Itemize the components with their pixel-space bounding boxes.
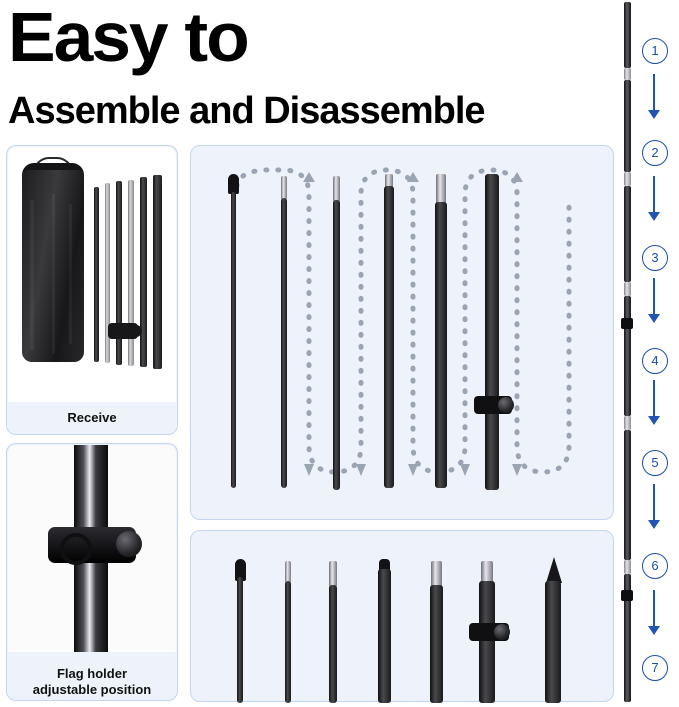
sequence-rod [624,80,631,172]
step-arrow-head [648,520,660,529]
flag-holder-clamp-icon [621,590,633,601]
pole-segment [435,202,447,488]
step-number-6: 6 [642,553,668,579]
receive-panel [6,145,178,435]
assembly-sequence-panel [190,145,614,520]
part-segment [378,569,391,703]
pole-tip-icon [228,174,239,194]
sequence-rod [624,2,631,68]
step-arrow-head [648,212,660,221]
storage-bag-icon [22,170,84,362]
step-arrow [653,278,655,316]
sequence-rod [624,416,631,430]
part-segment [285,581,291,703]
step-arrow [653,484,655,522]
rod-segment [153,175,162,369]
step-arrow-head [648,416,660,425]
step-arrow-head [648,110,660,119]
part-ferrule [329,561,337,587]
rod-segment [140,177,147,367]
part-segment [329,585,337,703]
step-arrow [653,176,655,214]
sequence-rod [624,172,631,186]
sequence-rod [624,68,631,80]
flag-holder-photo [8,445,176,652]
ground-spike-icon [546,557,562,583]
sequence-rod [624,430,631,560]
step-arrow-head [648,626,660,635]
clamp-knob-icon [116,531,142,557]
clamp-knob-icon [498,397,514,413]
part-segment [545,581,561,703]
sequence-rod [624,282,631,296]
step-arrow [653,74,655,112]
part-segment [237,577,243,703]
part-ferrule [431,561,442,587]
page-subtitle: Assemble and Disassemble [8,90,485,132]
sequence-rod [624,186,631,282]
step-number-3: 3 [642,245,668,271]
pole-segment [384,186,394,488]
sequence-rod [624,296,631,416]
part-segment [479,581,495,703]
flag-holder-caption [7,666,177,699]
pole-ferrule [436,174,446,204]
step-arrow-head [648,314,660,323]
pole-segment [333,200,340,490]
pole-ferrule [281,176,287,200]
step-number-5: 5 [642,450,668,476]
step-arrow [653,590,655,628]
step-number-1: 1 [642,38,668,64]
storage-bag-photo [8,147,176,402]
flag-holder-clamp-icon [621,318,633,329]
flag-holder-caption-line1: Flag holder [56,665,128,681]
step-number-4: 4 [642,348,668,374]
rod-segment [94,187,99,362]
part-segment [430,585,443,703]
flag-holder-caption-line2: adjustable position [32,681,152,697]
sequence-rod [624,560,631,574]
step-number-7: 7 [642,655,668,681]
pole-segment [485,174,499,490]
assembly-step-sequence [622,0,679,707]
flag-holder-panel [6,443,178,701]
pole-segment [281,198,287,488]
pole-segment [231,192,236,488]
receive-caption: Receive [67,410,117,425]
page-title: Easy to [8,0,248,76]
pole-ferrule [333,176,340,202]
part-ferrule [285,561,291,583]
disassembled-parts-panel [190,530,614,702]
clamp-ring-icon [60,533,92,565]
step-arrow [653,380,655,418]
assembly-path-dotted [191,146,615,521]
step-number-2: 2 [642,140,668,166]
clamp-knob-icon [130,325,142,337]
clamp-knob-icon [494,624,510,640]
